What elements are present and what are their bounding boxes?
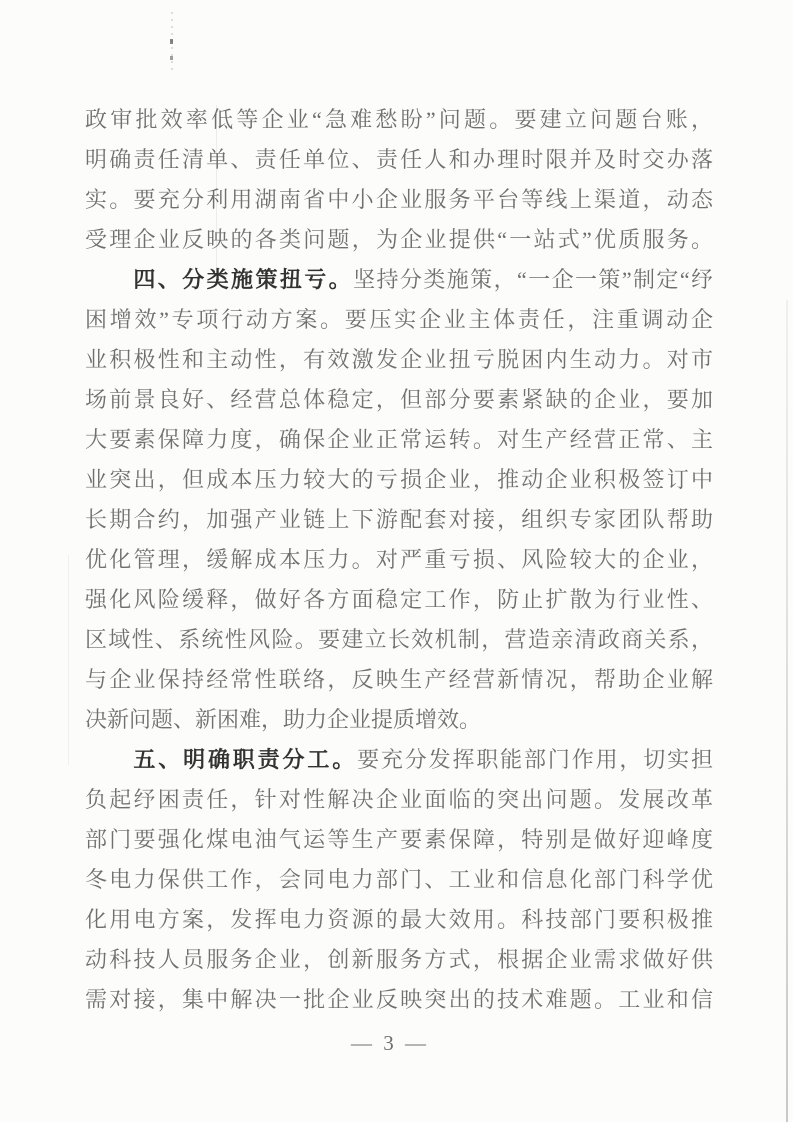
section-heading: 四、分类施策扭亏。: [133, 267, 354, 292]
text-line: 需对接，集中解决一批企业反映突出的技术难题。工业和信: [85, 987, 713, 1012]
text-line: 动科技人员服务企业，创新服务方式，根据企业需求做好供: [85, 947, 713, 972]
text-line: 困增效”专项行动方案。要压实企业主体责任，注重调动企: [85, 307, 713, 332]
text-line: 大要素保障力度，确保企业正常运转。对生产经营正常、主: [85, 427, 713, 452]
text-line: 业突出，但成本压力较大的亏损企业，推动企业积极签订中: [85, 467, 713, 492]
scan-artifact-speck-column: [171, 12, 173, 72]
text-line: 决新问题、新困难，助力企业提质增效。: [85, 707, 482, 732]
section-heading: 五、明确职责分工。: [133, 747, 358, 772]
scan-artifact-streak: [68, 555, 69, 765]
text-line: 与企业保持经常性联络，反映生产经营新情况，帮助企业解: [85, 667, 713, 692]
text-line: 强化风险缓释，做好各方面稳定工作，防止扩散为行业性、: [85, 587, 713, 612]
text-line: 受理企业反映的各类问题，为企业提供“一站式”优质服务。: [85, 227, 713, 252]
text-line: 业积极性和主动性，有效激发企业扭亏脱困内生动力。对市: [85, 347, 713, 372]
text-line: 实。要充分利用湖南省中小企业服务平台等线上渠道，动态: [85, 187, 713, 212]
document-body: [85, 100, 713, 1020]
text-line: 负起纾困责任，针对性解决企业面临的突出问题。发展改革: [85, 787, 713, 812]
text-line: 政审批效率低等企业“急难愁盼”问题。要建立问题台账，: [85, 107, 713, 132]
text-line: 四、分类施策扭亏。坚持分类施策，“一企一策”制定“纾: [133, 267, 713, 292]
text-line: 明确责任清单、责任单位、责任人和办理时限并及时交办落: [85, 147, 713, 172]
text-line: 长期合约，加强产业链上下游配套对接，组织专家团队帮助: [85, 507, 713, 532]
text-line: 冬电力保供工作，会同电力部门、工业和信息化部门科学优: [85, 867, 713, 892]
page-number: — 3 —: [351, 1031, 429, 1055]
text-line: 优化管理，缓解成本压力。对严重亏损、风险较大的企业，: [85, 547, 713, 572]
text-line: 化用电方案，发挥电力资源的最大效用。科技部门要积极推: [85, 907, 713, 932]
scan-artifact-dot: [170, 39, 173, 44]
text-line: 五、明确职责分工。要充分发挥职能部门作用，切实担: [133, 747, 713, 772]
text-line: 部门要强化煤电油气运等生产要素保障，特别是做好迎峰度: [85, 827, 713, 852]
text-line: 场前景良好、经营总体稳定，但部分要素紧缺的企业，要加: [85, 387, 713, 412]
scan-edge-shadow: [786, 300, 788, 1122]
text-line: 区域性、系统性风险。要建立长效机制，营造亲清政商关系，: [85, 627, 713, 652]
scan-artifact-dot: [170, 56, 173, 60]
